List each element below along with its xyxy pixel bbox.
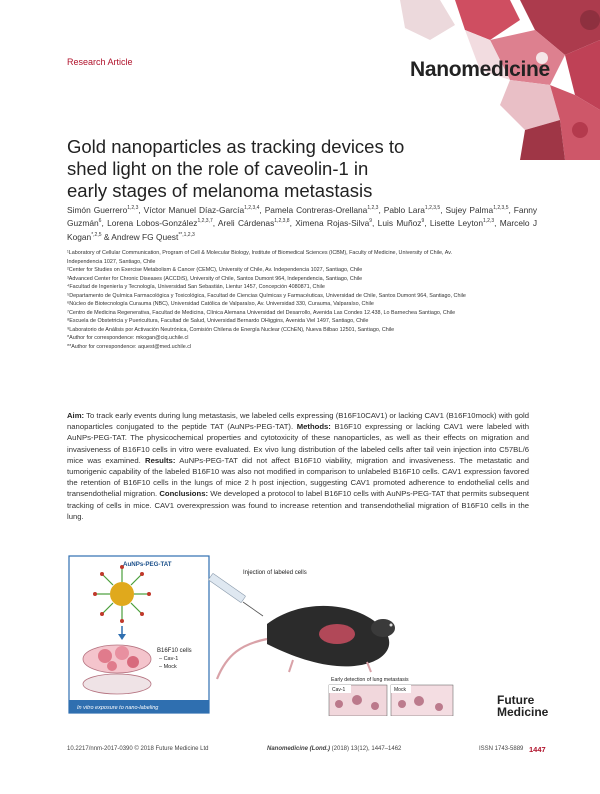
citation [267,746,401,752]
results-label: Results: [145,455,176,465]
author-name: Areli Cárdenas [217,218,275,229]
issn: ISSN 1743-5889 [479,746,524,752]
author-name: Ximena Rojas-Silva [295,218,370,229]
author-affiliation-marker: 6 [98,218,102,225]
cells-label: B16F10 cells [157,648,192,654]
methods-label: Methods: [296,422,331,432]
citation-details: (2018) 13(12), 1447–1462 [331,746,402,752]
citation-journal: Nanomedicine (Lond.) [267,746,330,752]
author-name: Luis Muñoz [377,218,422,229]
abstract [67,410,529,522]
aim-text: To track early events during lung metastasis, we labeled cells expressing (B16F10CAV1) or lacking CAV1 (B16F10mock) with gold nanoparticles conjugated to the peptide TAT (AuNPs-PEG-TAT). [67,411,529,432]
author-name: Sujey Palma [445,204,494,215]
author-name: Simón Guerrero [67,204,128,215]
affiliation-item: ³Advanced Center for Chronic Diseases (ACCDiS), University of Chile, Santos Dumont 964, Independencia, Santiago, Chile [67,275,363,282]
author-name: Víctor Manuel Díaz-García [143,204,245,215]
results-text: AuNPs-PEG-TAT did not affect B16F10 viability, migration and invasiveness. The metastatic and tumorigenic capability of the labeled B16F10 was also not modified in comparison to unlabeled B16F10 cells. CAV1 expression favored the retention of B16F10 cells in the lungs of mice 2 h post injection, suggesting CAV1 promoted adherence to endothelial cells and transendothelial migration. [67,455,529,499]
doi-copyright: 10.2217/nnm-2017-0390 © 2018 Future Medicine Ltd [67,746,209,752]
affiliation-item: **Author for correspondence: aquest@med.uchile.cl [67,343,192,350]
article-type-label: Research Article [67,57,133,67]
author-affiliation-marker: 1,2,3,5 [424,205,441,211]
gold-nanoparticle-icon [93,565,151,623]
author-name: Marcelo J Kogan [67,218,538,242]
author-name: Andrew FG Quest [111,231,179,242]
affiliation-item: *Author for correspondence: mkogan@ciq.uchile.cl [67,335,189,341]
graphical-abstract [67,554,459,716]
affiliation-item: ⁶Núcleo de Biotecnología Curauma (NBC), Universidad Católica de Valparaíso, Av. Universidad 330, Curauma, Valparaíso, Chile [67,301,374,307]
affiliation-item: ⁵Departamento de Química Farmacológica y Toxicológica, Facultad de Ciencias Químicas y Farmacéuticas, Universidad de Chile, Santos Dumont 964, Santiago, Chile [67,292,466,299]
conclusions-text: We developed a protocol to label B16F10 cells with AuNPs-PEG-TAT that permits subsequent tracking of cells in mice. CAV1 overexpression was found to increase retention and transendothelial migration of B16F10 cells in the lung. [67,489,530,521]
page-number: 1447 [529,745,546,754]
affiliation-list [67,249,467,351]
syringe-icon [208,573,263,616]
author-name: Lisette Leyton [429,218,483,229]
conclusions-label: Conclusions: [159,489,209,499]
author-affiliation-marker: 1,2,3,8 [274,218,290,225]
author-name: Pamela Contreras-Orellana [264,204,368,215]
author-name: Lorena Lobos-González [107,218,198,229]
mouse-illustration [217,606,395,679]
cav1-label: – Cav-1 [159,656,179,662]
affiliation-item: ²Center for Studies on Exercise Metabolism & Cancer (CEMC), University of Chile, Av. Independencia 1027, Santiago, Chile [67,267,363,273]
page-footer [67,744,545,756]
affiliation-item: ⁹Laboratorio de Análisis por Activación Neutrónica, Comisión Chilena de Energía Nuclear (CChEN), Nueva Bilbao 12501, Santiago, Chile [67,326,395,333]
author-affiliation-marker: 1,2,3,5 [493,205,509,211]
author-affiliation-marker: *,2,5 [91,231,102,238]
publisher-logo-line1: Future [497,693,535,707]
author-affiliation-marker: 1,2,3,7 [197,218,213,225]
affiliation-item: ¹Laboratory of Cellular Communication, Program of Cell & Molecular Biology, Institute of Biomedical Sciences (ICBM), Faculty of Medicine, University of Chile, Av. Independencia 1027, Santiago, Chile [67,250,452,265]
author-name: Fanny Guzmán [67,204,538,229]
np-label: AuNPs-PEG-TAT [123,561,172,568]
author-affiliation-marker: 1,2,3 [127,205,139,211]
detection-label: Early detection of lung metastasis [331,677,409,683]
author-list: Simón Guerrero$^{1,2,3}$, Víctor Manuel Díaz-García$^{1,2,3,4}$, Pamela Contreras-Orellana$^{1,2,3}$, Pablo Lara$^{1,2,3,5}$, Sujey Palma$^{1,2,3,5}$, Fanny Guzmán$^6$, Lorena Lobos-González$^{1,2,3,7}$, Areli Cárdenas$^{1,2,3,8}$, Ximena Rojas-Silva$^9$, Luis Muñoz$^9$, Lisette Leyton$^{1,2,3}$, Marcelo J Kogan$^{*,2,5}$ & Andrew FG Quest$^{**,1,2,3}$ [67,204,538,242]
injection-label: Injection of labeled cells [243,570,307,576]
author-affiliation-marker: 9 [369,218,373,225]
methods-text: B16F10 expressing or lacking CAV1 were labeled with AuNPs-PEG-TAT. The physicochemical properties and cytotoxicity of these nanoparticles, as well as their effects on migration and invasiveness of B16F10 cells in vitro were evaluated. Ex vivo lung distribution of the labeled cells after tail vein injection into C57BL/6 mice was examined. [67,422,529,465]
cav1-panel-label: Cav-1 [332,687,346,693]
aim-label: Aim: [67,411,85,420]
author-affiliation-marker: 1,2,3 [482,218,495,225]
article-title: Gold nanoparticles as tracking devices to shed light on the role of caveolin-1 in early stages of melanoma metastasis [67,136,405,201]
affiliation-item: ⁷Centro de Medicina Regenerativa, Facultad de Medicina, Clínica Alemana Universidad del Desarrollo, Avenida Las Condes 12.438, Lo Barnechea Santiago, Chile [67,309,456,316]
exposure-label: In vitro exposure to nano-labeling [77,705,159,711]
arrow-head-icon [118,634,126,640]
publisher-logo [497,694,548,718]
author-name: Pablo Lara [383,204,425,215]
mock-panel-label: Mock [394,687,406,693]
cell-dish-icon [83,645,151,694]
author-affiliation-marker: 1,2,3,4 [244,205,260,211]
affiliation-item: ⁴Facultad de Ingeniería y Tecnología, Universidad San Sebastián, Lientur 1457, Concepción 4080871, Chile [67,284,325,290]
journal-logo: Nanomedicine [410,58,550,81]
affiliation-item: ⁸Escuela de Obstetricia y Puericultura, Facultad de Salud, Universidad Bernardo OHiggins, Avenida Viel 1497, Santiago, Chile [67,318,369,324]
publisher-logo-line2: Medicine [497,705,549,719]
author-affiliation-marker: **,1,2,3 [178,231,195,238]
mock-label: – Mock [159,664,177,670]
author-affiliation-marker: 1,2,3 [367,205,379,211]
author-affiliation-marker: 9 [421,218,425,225]
